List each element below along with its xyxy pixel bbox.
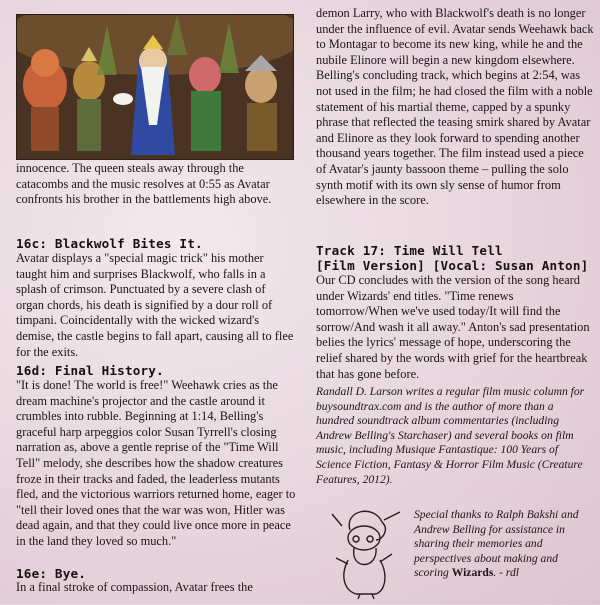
track-17-heading: Track 17: Time Will Tell — [316, 243, 503, 258]
author-bio: Randall D. Larson writes a regular film music column for buysoundtrax.com and is the author of more than a hundred soundtrack album commentaries (including Andrew Belling's Starchaser) and several books on film music, including Musique Fantastique: 100 Years of Science Fiction, Fantasy & Horror Film Music (Creature Features, 2012). — [316, 385, 585, 486]
section-16d-body: "It is done! The world is free!" Weehawk cries as the dream machine's projector and the castle around it crumbles into rubble. Beginning at 1:14, Belling's graceful harp arpeggios color Susan Tyrrell's closing narration as, above a gentle reprise of the "Time Will Tell" melody, she describes how the shadow creatures froze in their tracks and faded, the leaderless mutants fled, and the victorious warriors returned home, eager to "tell their loved ones that the war was won, Hitler was dead again, and that they could live once more in peace in the land they loved so much." — [16, 378, 296, 548]
acknowledgements — [414, 508, 592, 581]
section-16c-body: Avatar displays a "special magic trick" his mother taught him and surprises Blackwolf, who falls in a splash of crimson. Punctuated by a severe clash of organ chords, his death is signified by a dour roll of timpani. Coincidentally with the wicked wizard's demise, the castle begins to fall apart, causing all to flee for the exits. — [16, 251, 294, 359]
wizard-sketch-illustration — [320, 500, 412, 600]
section-16c-heading: 16c: Blackwolf Bites It. — [16, 236, 203, 251]
section-16d-heading: 16d: Final History. — [16, 363, 164, 378]
intro-paragraph: innocence. The queen steals away through the catacombs and the music resolves at 0:55 as Avatar confronts his brother in the battlements high above. — [16, 161, 272, 207]
thanks-title: Wizards — [451, 566, 494, 580]
thanks-text: Special thanks to Ralph Bakshi and Andrew Belling for assistance in sharing their memories and perspectives about making and scoring — [414, 508, 579, 580]
thanks-signoff: . - rdl — [493, 566, 519, 580]
film-still-image — [16, 14, 294, 160]
track-17-version: [Film Version] — [316, 258, 425, 273]
track-17-vocal: [Vocal: Susan Anton] — [432, 258, 589, 273]
section-16e-body: In a final stroke of compassion, Avatar frees the — [16, 580, 253, 594]
track-17-subheading — [316, 258, 588, 273]
continuation-paragraph: demon Larry, who with Blackwolf's death is no longer under the influence of evil. Avatar sends Weehawk back to Montagar to become its new king, while he and the nubile Elinore will begin a new kingdom elsewhere. Belling's concluding track, which begins at 2:54, was not used in the film; he had closed the film with a noble statement of his martial theme, capped by a spunky phrase that reflected the teasing smirk shared by Avatar and Elinore as they look forward to spending another thousand years together. The film instead used a piece of Avatar's jaunty bassoon theme – pulling the solo synth motif with its own sly sense of humor from elsewhere in the score. — [316, 6, 594, 208]
section-16e-heading: 16e: Bye. — [16, 566, 87, 581]
track-17-body: Our CD concludes with the version of the song heard under Wizards' end titles. "Time renews tomorrow/When we've used today/It will find the sorrow/And wash it all away." Anton's sad presentation belies the lyrics' message of hope, underscoring the relief shared by the words with grief for the heartbreak that has gone before. — [316, 273, 590, 381]
